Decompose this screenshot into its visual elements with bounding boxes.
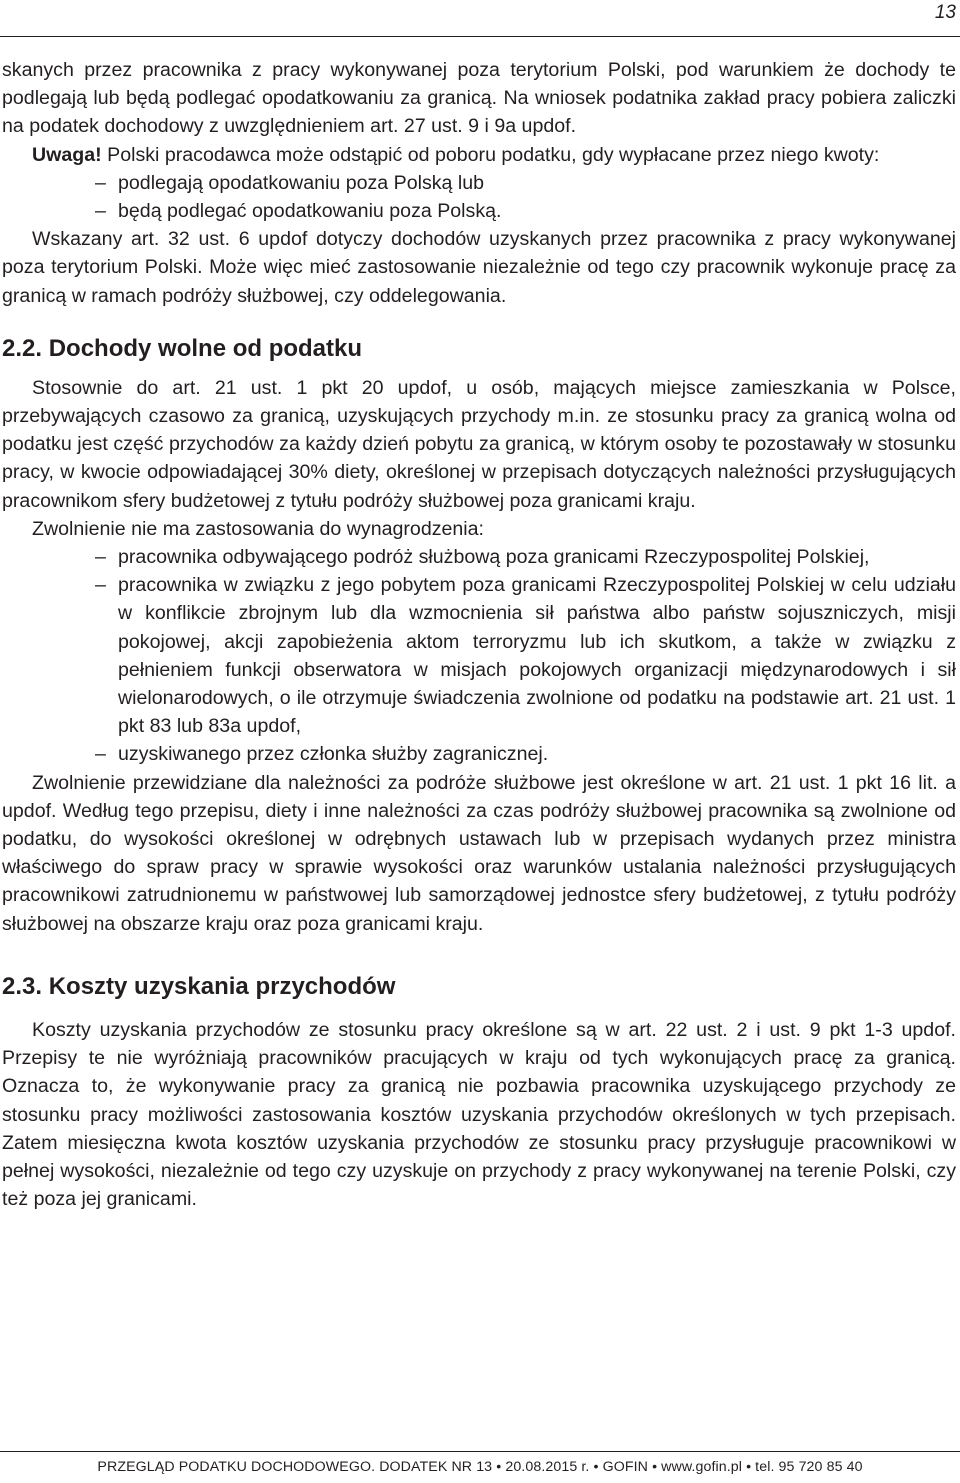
list-item: – pracownika w związku z jego pobytem poza granicami Rzeczypospolitej Polskiej w celu udziału w konflikcie zbrojnym lub dla wzmocnienia sił państwa albo państw sojuszniczych, misji pokojowej, akcji zapobieżenia aktom terroryzmu lub ich skutkom, a także w związku z pełnieniem funkcji obserwatora w misjach pokojowych organizacji międzynarodowych i sił wielonarodowych, o ile otrzymuje świadczenia zwolnione od podatku na podstawie art. 21 ust. 1 pkt 83 lub 83a updof, <box>2 571 956 740</box>
paragraph-continuation: skanych przez pracownika z pracy wykonywanej poza terytorium Polski, pod warunkiem że dochody te podlegają lub będą podlegać opodatkowaniu za granicą. Na wniosek podatnika zakład pracy pobiera zaliczki na podatek dochodowy z uwzględnieniem art. 27 ust. 9 i 9a updof. <box>2 59 956 138</box>
page-footer: PRZEGLĄD PODATKU DOCHODOWEGO. DODATEK NR 13 • 20.08.2015 r. • GOFIN • www.gofin.pl • tel. 95 720 85 40 <box>97 1459 863 1475</box>
list-item: – pracownika odbywającego podróż służbową poza granicami Rzeczypospolitej Polskiej, <box>2 543 956 571</box>
paragraph-art-21: Stosownie do art. 21 ust. 1 pkt 20 updof, u osób, mających miejsce zamieszkania w Polsce, przebywających czasowo za granicą, uzyskujących przychody m.in. ze stosunku pracy za granicą wolna od podatku jest część przychodów za każdy dzień pobytu za granicą, w którym osoby te pozostawały w stosunku pracy, w kwocie odpowiadającej 30% diety, określonej w przepisach dotyczących należności przysługujących pracownikom sfery budżetowej z tytułu podróży służbowej poza granicami kraju. <box>2 376 956 512</box>
uwaga-text: Polski pracodawca może odstąpić od poboru podatku, gdy wypłacane przez niego kwoty: <box>101 143 880 166</box>
uwaga-list <box>2 169 956 225</box>
paragraph-art-32: Wskazany art. 32 ust. 6 updof dotyczy dochodów uzyskanych przez pracownika z pracy wykonywanej poza terytorium Polski. Może więc mieć zastosowanie niezależnie od tego czy pracownik wykonuje pracę za granicą w ramach podróży służbowej, czy oddelegowania. <box>2 228 956 307</box>
paragraph-podroze: Zwolnienie przewidziane dla należności za podróże służbowe jest określone w art. 21 ust. 1 pkt 16 lit. a updof. Według tego przepisu, diety i inne należności za czas podróży służbowej pracownika są zwolnione od podatku, do wysokości określonej w odrębnych ustawach lub w przepisach wydanych przez ministra właściwego do spraw pracy w sprawie wysokości oraz warunków ustalania należności przysługujących pracownikowi zatrudnionemu w państwowej lub samorządowej jednostce sfery budżetowej, z tytułu podróży służbowej na obszarze kraju oraz poza granicami kraju. <box>2 771 956 935</box>
zwolnienie-list <box>2 543 956 769</box>
list-item: – będą podlegać opodatkowaniu poza Polską. <box>2 197 956 225</box>
uwaga-label: Uwaga! <box>32 143 102 166</box>
footer-rule <box>0 1451 960 1452</box>
uwaga-paragraph <box>2 141 956 169</box>
list-item: – podlegają opodatkowaniu poza Polską lub <box>2 169 956 197</box>
paragraph-koszty: Koszty uzyskania przychodów ze stosunku pracy określone są w art. 22 ust. 2 i ust. 9 pkt 1-3 updof. Przepisy te nie wyróżniają pracowników pracujących w kraju od tych wykonujących pracę za granicą. Oznacza to, że wykonywanie pracy za granicą nie pozbawia pracownika uzyskującego przychody ze stosunku pracy możliwości zastosowania kosztów uzyskania przychodów określonych w tych przepisach. Zatem miesięczna kwota kosztów uzyskania przychodów ze stosunku pracy przysługuje pracownikowi w pełnej wysokości, niezależnie od tego czy uzyskuje on przychody z pracy wykonywanej na terenie Polski, czy też poza jej granicami. <box>2 1018 956 1211</box>
header-rule <box>0 36 960 37</box>
page-number: 13 <box>934 2 956 23</box>
section-heading-2-3: 2.3. Koszty uzyskania przychodów <box>2 972 396 1000</box>
paragraph-zwolnienie-intro: Zwolnienie nie ma zastosowania do wynagrodzenia: <box>32 517 485 540</box>
document-body <box>2 56 956 1213</box>
section-heading-2-2: 2.2. Dochody wolne od podatku <box>2 334 363 362</box>
list-item: – uzyskiwanego przez członka służby zagranicznej. <box>2 740 956 768</box>
